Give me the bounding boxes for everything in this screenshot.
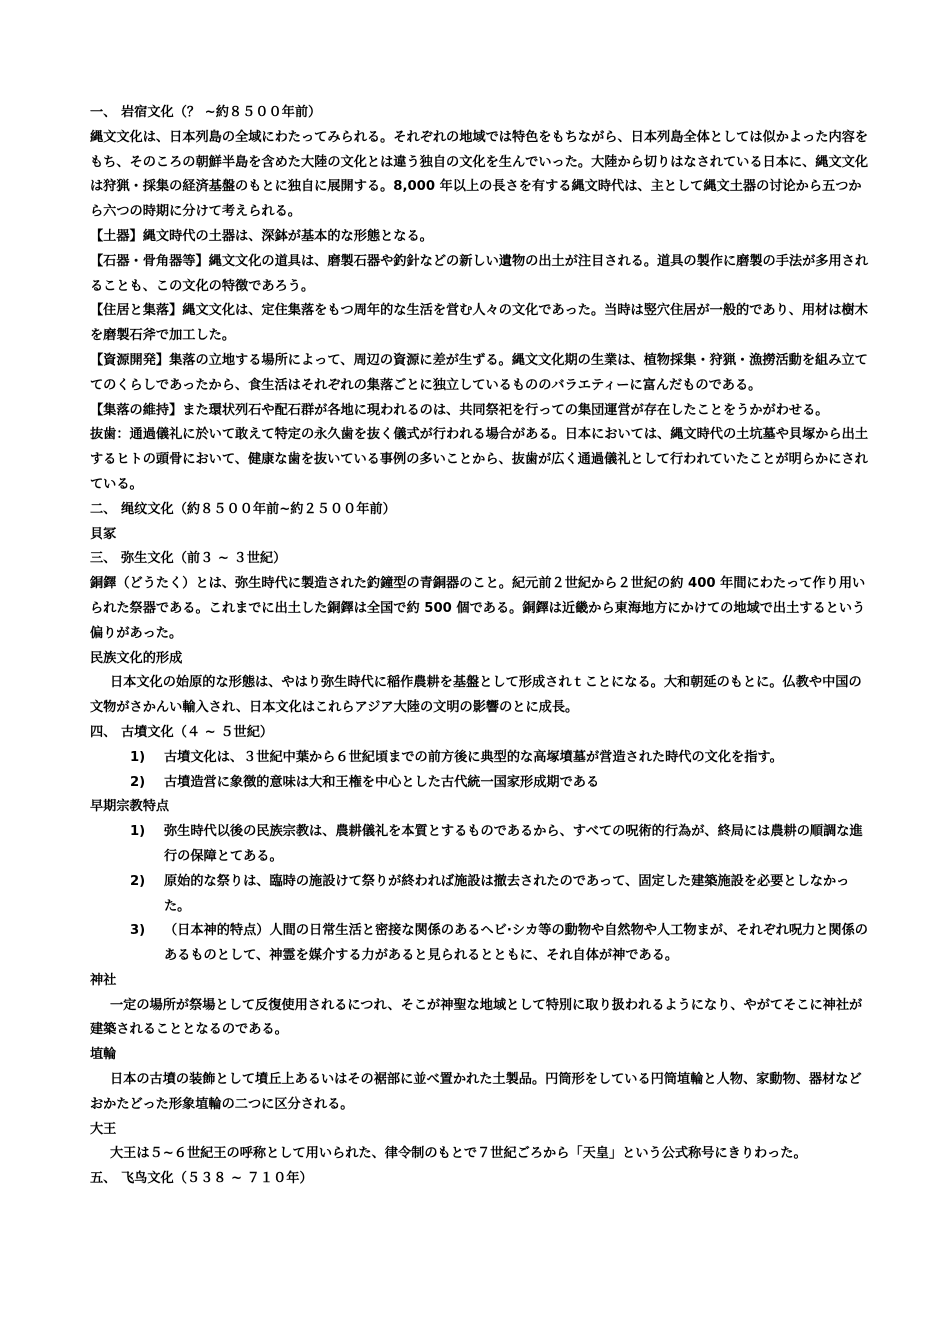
subheading-early-religion: 早期宗教特点 (90, 799, 170, 815)
paragraph-settlement-maintenance: 【集落の維持】また環状列石や配石群が各地に現われるのは、共同祭祀を行っての集団運営が存在したことをうかがわせる。 (90, 402, 829, 418)
paragraph-pottery: 【土器】縄文時代の土器は、深鉢が基本的な形態となる。 (90, 228, 433, 244)
list-item-number: 1) (130, 749, 146, 765)
list-item-number: 1) (130, 824, 146, 840)
list-item (90, 820, 870, 870)
list-item-number: 3) (130, 923, 146, 939)
section-1-heading: 一、 岩宿文化（？ ~約８５００年前） (90, 105, 322, 120)
list-item-text: 弥生時代以後の民族宗教は、農耕儀礼を本質とするものであるから、すべての呪術的行為が、終局には農耕の順調な進行の保障とてある。 (164, 824, 863, 864)
list-item (90, 919, 870, 969)
paragraph-ethnic-culture: 日本文化の始原的な形態は、やはり弥生時代に稲作農耕を基盤として形成されｔことになる。大和朝延のもとに。仏教や中国の文物がさかんい輸入され、日本文化はこれらアジア大陸の文明の影響のとに成長。 (90, 675, 862, 716)
section-3-heading: 三、 弥生文化（前３ ~ ３世紀） (90, 551, 287, 567)
list-item (90, 870, 870, 920)
subheading-ethnic-culture: 民族文化的形成 (90, 650, 183, 666)
list-item-text: 古墳造営に象徴的意味は大和王権を中心とした古代統一国家形成期である (164, 774, 600, 790)
paragraph-shell-mound: 貝冢 (90, 526, 117, 542)
paragraph-tools: 【石器・骨角器等】縄文文化の道具は、磨製石器や釣針などの新しい遺物の出土が注目される。道具の製作に磨製の手法が多用されることも、この文化の特徴であろう。 (90, 253, 869, 294)
list-item (90, 746, 870, 771)
paragraph-great-king: 大王は５~６世紀王の呼称として用いられた、律令制のもとで７世紀ごろから「天皇」という公式称号にきりわった。 (110, 1146, 807, 1162)
section-2-heading: 二、 绳纹文化（約８５００年前~約２５００年前） (90, 501, 396, 517)
list-item-text: （日本神的特点）人間の日常生活と密接な関係のあるヘビ·シカ等の動物や自然物や人工物まが、それぞれ呪力と関係のあるものとして、神霊を媒介する力があると見られるとともに、それ自体が神である。 (164, 923, 868, 964)
subheading-haniwa: 埴輪 (90, 1047, 117, 1063)
paragraph-tooth-extraction: 抜歯：通過儀礼に於いて敢えて特定の永久歯を抜く儀式が行われる場合がある。日本においては、縄文時代の土坑墓や貝塚から出土するヒトの頭骨において、健康な歯を抜いている事例の多いことから、抜歯が広く通過儀礼として行われていたことが明らかにされている。 (90, 427, 869, 492)
religion-list (90, 820, 870, 969)
subheading-great-king: 大王 (90, 1121, 117, 1137)
list-item-number: 2) (130, 774, 146, 790)
list-item-text: 原始的な祭りは、臨時の施設けて祭りが終われば施設は撤去されたのであって、固定した建築施設を必要としなかった。 (164, 873, 850, 914)
section-4-heading: 四、 古墳文化（４ ~ ５世紀） (90, 724, 274, 740)
kofun-list (90, 746, 870, 796)
paragraph-shrine: 一定の場所が祭場として反復使用されるにつれ、そこが神聖な地域として特別に取り扱われるようになり、やがてそこに神社が建築されることとなるのである。 (90, 997, 863, 1038)
list-item-text: 古墳文化は、３世紀中葉から６世紀頃までの前方後に典型的な高塚墳墓が営造された時代の文化を指す。 (164, 749, 783, 765)
section-5-heading: 五、 飞鸟文化（５３８ ~ ７１０年） (90, 1171, 313, 1187)
paragraph-dotaku: 銅鐸（どうたく）とは、弥生時代に製造された釣鐘型の青銅器のこと。紀元前２世紀から２世紀の約 400 年間にわたって作り用いられた祭器である。これまでに出土した銅鐸は全国で約 500 個である。銅鐸は近畿から東海地方にかけての地域で出土するという偏りがあった。 (90, 576, 866, 641)
document-body (90, 101, 870, 1192)
paragraph-haniwa: 日本の古墳の装飾として墳丘上あるいはその裾部に並べ置かれた土製品。円筒形をしている円筒埴輪と人物、家動物、器材などおかたどった形象埴輪の二つに区分される。 (90, 1072, 862, 1112)
subheading-shrine: 神社 (90, 972, 117, 988)
list-item-number: 2) (130, 873, 146, 889)
paragraph-dwellings: 【住居と集落】縄文文化は、定住集落をもつ周年的な生活を営む人々の文化であった。当時は竪穴住居が一般的であり、用材は樹木を磨製石斧で加工した。 (90, 303, 868, 344)
paragraph-resources: 【資源開発】集落の立地する場所によって、周辺の資源に差が生ずる。縄文文化期の生業は、植物採集・狩猟・漁撈活動を組み立ててのくらしであったから、食生活はそれぞれの集落ごとに独立しているもののバラエティーに富んだものである。 (90, 352, 868, 393)
list-item (90, 771, 870, 796)
paragraph-jomon-overview: 縄文文化は、日本列島の全域にわたってみられる。それぞれの地域では特色をもちながら、日本列島全体としては似かよった内容をもち、そのころの朝鮮半島を含めた大陸の文化とは違う独自の文化を生んでいった。大陸から切りはなされている日本に、縄文文化は狩猟・採集の経済基盤のもとに独自に展開する。8,000 年以上の長さを有する縄文時代は、主として縄文土器の讨论から五つから六つの時期に分けて考えられる。 (90, 129, 869, 220)
